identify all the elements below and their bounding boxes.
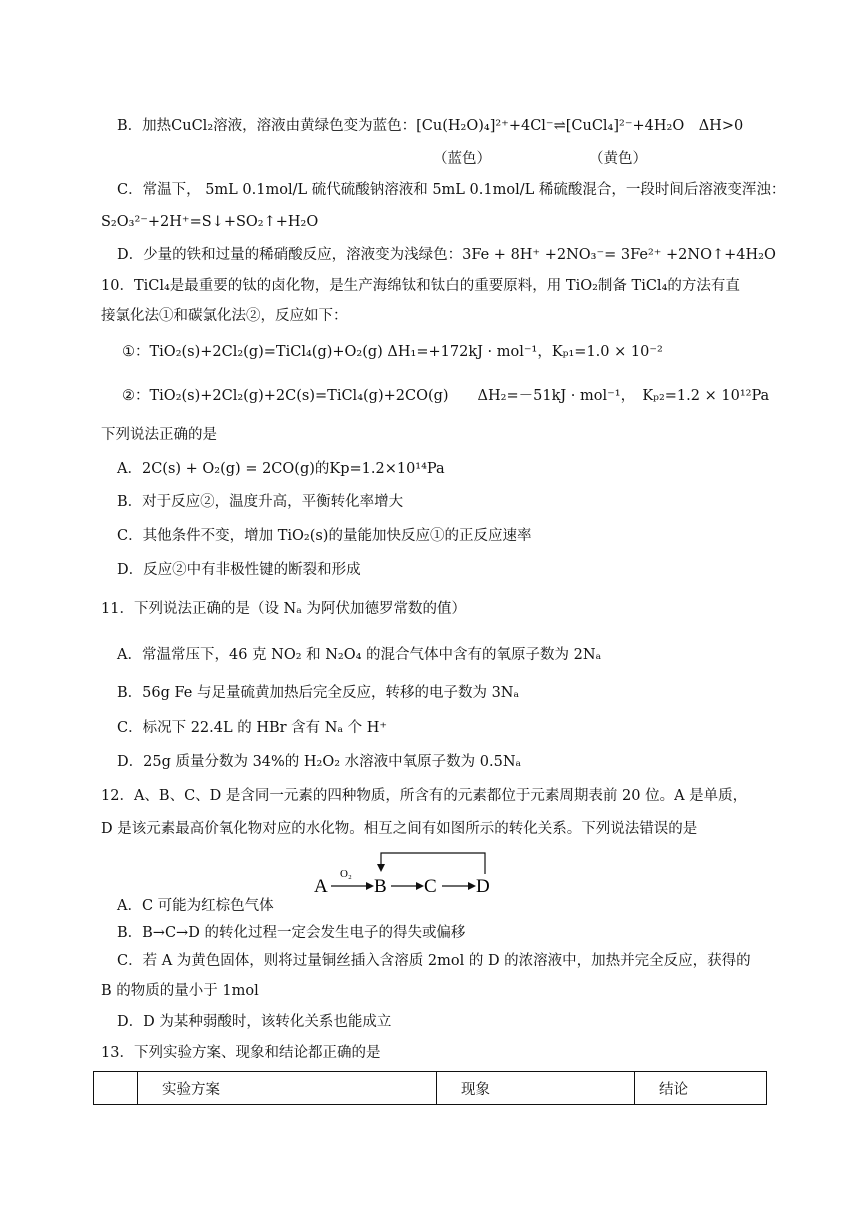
q13-stem: 13．下列实验方案、现象和结论都正确的是 <box>101 1045 381 1061</box>
diagram-label-o2: O₂ <box>340 868 352 880</box>
q10-question: 下列说法正确的是 <box>101 427 217 443</box>
q10-option-a: A．2C(s) + O₂(g) = 2CO(g)的Kp=1.2×10¹⁴Pa <box>117 461 445 477</box>
table-header-conclusion: 结论 <box>635 1072 767 1105</box>
q11-option-b: B．56g Fe 与足量硫黄加热后完全反应，转移的电子数为 3Nₐ <box>117 685 520 701</box>
table-header-blank <box>94 1072 138 1105</box>
diagram-arrow-d-b <box>381 853 485 874</box>
q11-option-a: A．常温常压下，46 克 NO₂ 和 N₂O₄ 的混合气体中含有的氧原子数为 2Nₐ <box>117 647 602 663</box>
table-header-plan: 实验方案 <box>138 1072 437 1105</box>
diagram-arrowhead-c-d <box>468 882 476 890</box>
q9-option-c-equation: S₂O₃²⁻+2H⁺=S↓+SO₂↑+H₂O <box>101 214 319 230</box>
q12-stem-cont: D 是该元素最高价氧化物对应的水化物。相互之间有如图所示的转化关系。下列说法错误的是 <box>101 821 698 837</box>
q9-option-c: C．常温下， 5mL 0.1mol/L 硫代硫酸钠溶液和 5mL 0.1mol/L 稀硫酸混合，一段时间后溶液变浑浊： <box>117 182 786 198</box>
q11-stem: 11．下列说法正确的是（设 Nₐ 为阿伏加德罗常数的值） <box>101 601 466 617</box>
q10-option-b: B．对于反应②，温度升高，平衡转化率增大 <box>117 494 404 510</box>
diagram-arrowhead-b-c <box>416 882 424 890</box>
q12-option-c-cont: B 的物质的量小于 1mol <box>101 983 259 999</box>
q10-stem-cont: 接氯化法①和碳氯化法②，反应如下： <box>101 308 348 324</box>
q9-option-d: D．少量的铁和过量的稀硝酸反应，溶液变为浅绿色：3Fe + 8H⁺ +2NO₃⁻= 3Fe²⁺ +2NO↑+4H₂O <box>117 247 776 263</box>
diagram-node-a: A <box>314 876 328 897</box>
q10-option-d: D．反应②中有非极性键的断裂和形成 <box>117 562 361 578</box>
diagram-node-c: C <box>424 876 437 897</box>
q10-stem: 10．TiCl₄是最重要的钛的卤化物，是生产海绵钛和钛白的重要原料，用 TiO₂制备 TiCl₄的方法有直 <box>101 278 740 294</box>
q10-equation-2: ②：TiO₂(s)+2Cl₂(g)+2C(s)=TiCl₄(g)+2CO(g) ΔH₂=－51kJ · mol⁻¹， Kₚ₂=1.2 × 10¹²Pa <box>122 388 770 404</box>
q13-experiment-table <box>93 1071 767 1105</box>
table-header-row <box>94 1072 767 1105</box>
q10-equation-1: ①：TiO₂(s)+2Cl₂(g)=TiCl₄(g)+O₂(g) ΔH₁=+172kJ · mol⁻¹，Kₚ₁=1.0 × 10⁻² <box>122 344 663 360</box>
q10-option-c: C．其他条件不变，增加 TiO₂(s)的量能加快反应①的正反应速率 <box>117 528 532 544</box>
diagram-node-d: D <box>476 876 490 897</box>
q12-option-b: B．B→C→D 的转化过程一定会发生电子的得失或偏移 <box>117 925 466 941</box>
q11-option-c: C．标况下 22.4L 的 HBr 含有 Nₐ 个 H⁺ <box>117 720 388 736</box>
q12-conversion-diagram <box>300 848 510 900</box>
q9-option-b: B．加热CuCl₂溶液，溶液由黄绿色变为蓝色：[Cu(H₂O)₄]²⁺+4Cl⁻⇌[CuCl₄]²⁻+4H₂O ΔH>0 <box>117 118 744 134</box>
diagram-arrowhead-d-b <box>377 864 385 872</box>
table-header-phenomenon: 现象 <box>437 1072 635 1105</box>
q12-option-c: C．若 A 为黄色固体，则将过量铜丝插入含溶质 2mol 的 D 的浓溶液中，加热并完全反应，获得的 <box>117 953 751 969</box>
q9-label-blue: （蓝色） <box>433 151 491 167</box>
q11-option-d: D．25g 质量分数为 34%的 H₂O₂ 水溶液中氧原子数为 0.5Nₐ <box>117 754 522 770</box>
q12-option-a: A．C 可能为红棕色气体 <box>117 898 274 914</box>
diagram-node-b: B <box>374 876 387 897</box>
q12-option-d: D．D 为某种弱酸时，该转化关系也能成立 <box>117 1014 392 1030</box>
q9-label-yellow: （黄色） <box>589 151 647 167</box>
q12-stem: 12．A、B、C、D 是含同一元素的四种物质，所含有的元素都位于元素周期表前 20 位。A 是单质， <box>101 788 748 804</box>
diagram-arrowhead-a-b <box>366 882 374 890</box>
